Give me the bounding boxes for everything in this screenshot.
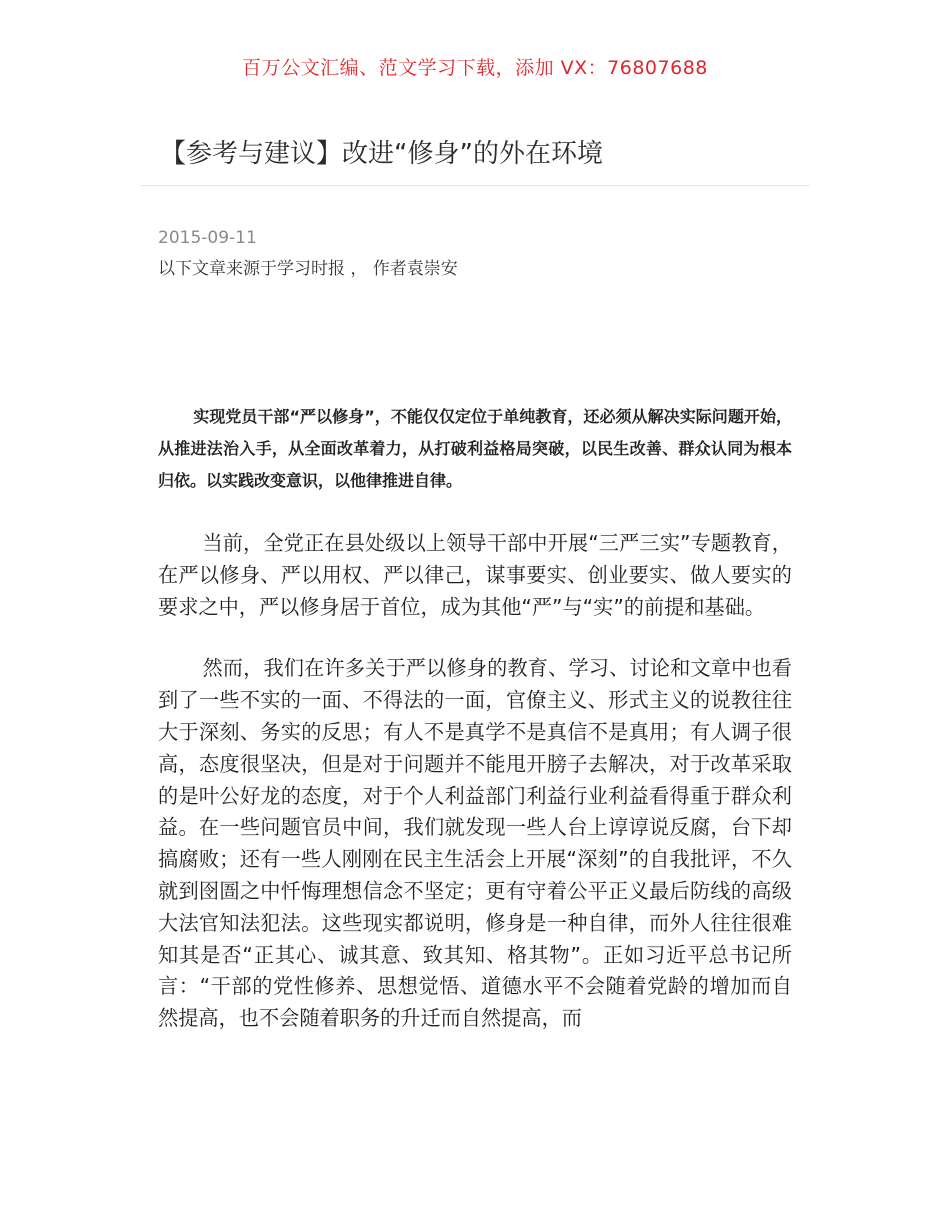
title-divider — [140, 185, 810, 186]
article-body — [158, 401, 792, 1065]
promo-banner: 百万公文汇编、范文学习下载，添加 VX：76807688 — [242, 57, 708, 79]
article-source: 以下文章来源于学习时报 ， 作者袁崇安 — [158, 259, 458, 279]
article-paragraph-2: 然而，我们在许多关于严以修身的教育、学习、讨论和文章中也看到了一些不实的一面、不得法的一面，官僚主义、形式主义的说教往往大于深刻、务实的反思；有人不是真学不是真信不是真用；有人调子很高，态度很坚决，但是对于问题并不能甩开膀子去解决，对于改革采取的是叶公好龙的态度，对于个人利益部门利益行业利益看得重于群众利益。在一些问题官员中间，我们就发现一些人台上谆谆说反腐，台下却搞腐败；还有一些人刚刚在民主生活会上开展“深刻”的自我批评，不久就到囹圄之中忏悔理想信念不坚定；更有守着公平正义最后防线的高级大法官知法犯法。这些现实都说明，修身是一种自律，而外人往往很难知其是否“正其心、诚其意、致其知、格其物”。正如习近平总书记所言：“干部的党性修养、思想觉悟、道德水平不会随着党龄的增加而自然提高，也不会随着职务的升迁而自然提高，而 — [158, 656, 792, 1031]
publish-date: 2015-09-11 — [158, 228, 257, 248]
article-lead: 实现党员干部“严以修身”，不能仅仅定位于单纯教育，还必须从解决实际问题开始，从推进法治入手，从全面改革着力，从打破利益格局突破，以民生改善、群众认同为根本归依。以实践改变意识，以他律推进自律。 — [158, 407, 792, 490]
article-title: 【参考与建议】改进“修身”的外在环境 — [160, 139, 603, 169]
article-paragraph-1: 当前，全党正在县处级以上领导干部中开展“三严三实”专题教育，在严以修身、严以用权、严以律己，谋事要实、创业要实、做人要实的要求之中，严以修身居于首位，成为其他“严”与“实”的前提和基础。 — [158, 531, 792, 619]
